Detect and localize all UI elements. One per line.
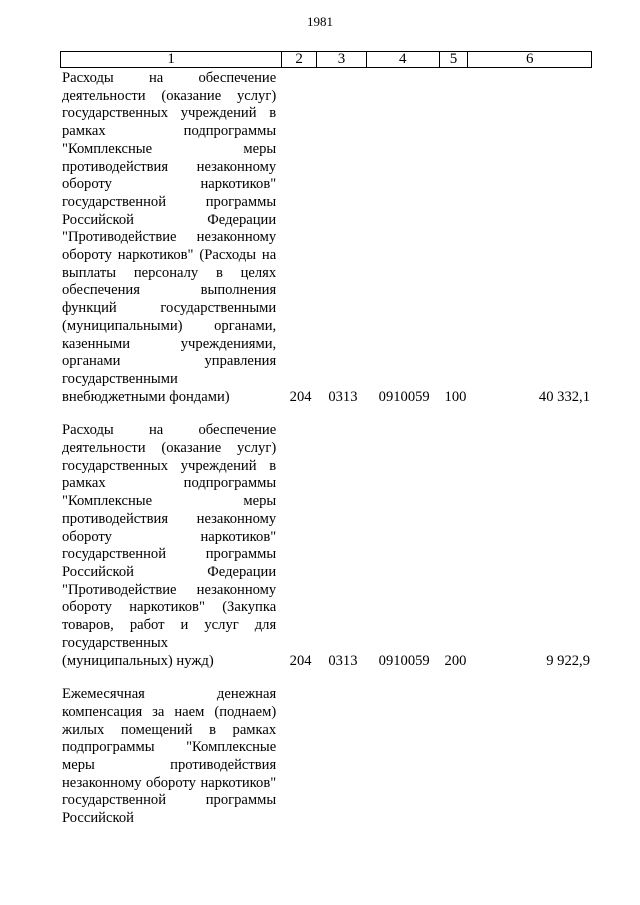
row-description: Расходы на обеспечение деятельности (оказание услуг) государственных учреждений в рамках подпрограммы "Комплексные меры противодействия незаконному обороту наркотиков" государственной программы Российской Федерации "Противодействие незаконному обороту наркотиков" (Закупка товаров, работ и услуг для государственных (муниципальных) нужд) (62, 422, 277, 669)
row-col-2: 204 (289, 388, 312, 405)
page-number: 1981 (307, 14, 333, 29)
row-col-3: 0313 (328, 388, 358, 405)
header-col-2: 2 (282, 52, 317, 67)
table-row (60, 70, 592, 406)
table-body (60, 70, 592, 844)
row-description: Расходы на обеспечение деятельности (оказание услуг) государственных учреждений в рамках подпрограммы "Комплексные меры противодействия незаконному обороту наркотиков" государственной программы Российской Федерации "Противодействие незаконному обороту наркотиков" (Расходы на выплаты персоналу в целях обеспечения выполнения функций государственными (муниципальными) органами, казенными учреждениями, органами управления государственными внебюджетными фондами) (62, 70, 277, 405)
row-col-4: 0910059 (378, 388, 430, 405)
row-col-6: 40 332,1 (538, 388, 590, 405)
table-row (60, 686, 592, 828)
table-header (60, 51, 592, 68)
row-col-3: 0313 (328, 652, 358, 669)
row-col-5: 100 (444, 388, 467, 405)
row-col-6: 9 922,9 (546, 652, 590, 669)
table-row (60, 422, 592, 670)
header-col-5: 5 (440, 52, 469, 67)
row-col-2: 204 (289, 652, 312, 669)
header-col-4: 4 (367, 52, 440, 67)
header-col-3: 3 (317, 52, 367, 67)
header-col-1: 1 (61, 52, 282, 67)
row-col-4: 0910059 (378, 652, 430, 669)
row-description: Ежемесячная денежная компенсация за наем (поднаем) жилых помещений в рамках подпрограммы "Комплексные меры противодействия незаконному обороту наркотиков" государственной программы Российской (62, 686, 277, 827)
header-col-6: 6 (525, 51, 534, 67)
row-col-5: 200 (444, 652, 467, 669)
